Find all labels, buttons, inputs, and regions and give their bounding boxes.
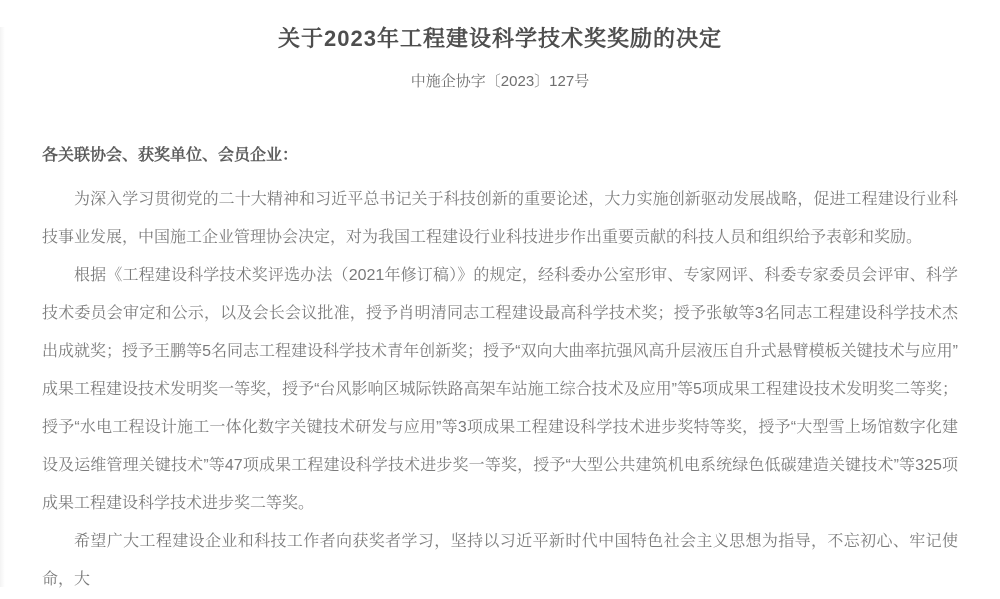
document-number: 中施企协字〔2023〕127号: [410, 73, 590, 90]
document-page: [0, 27, 1000, 599]
salutation: 各关联协会、获奖单位、会员企业：: [42, 147, 299, 164]
body-paragraph-3: 希望广大工程建设企业和科技工作者向获奖者学习，坚持以习近平新时代中国特色社会主义思想为指导，不忘初心、牢记使命，大: [42, 533, 958, 588]
document-title: 关于2023年工程建设科学技术奖奖励的决定: [278, 26, 722, 51]
body-paragraph-1: 为深入学习贯彻党的二十大精神和习近平总书记关于科技创新的重要论述，大力实施创新驱动发展战略，促进工程建设行业科技事业发展，中国施工企业管理协会决定，对为我国工程建设行业科技进步作出重要贡献的科技人员和组织给予表彰和奖励。: [42, 191, 958, 246]
document-body: [42, 137, 958, 599]
body-paragraph-2: 根据《工程建设科学技术奖评选办法（2021年修订稿）》的规定，经科委办公室形审、专家网评、科委专家委员会评审、科学技术委员会审定和公示，以及会长会议批准，授予肖明清同志工程建设最高科学技术奖；授予张敏等3名同志工程建设科学技术杰出成就奖；授予王鹏等5名同志工程建设科学技术青年创新奖；授予“双向大曲率抗强风高升层液压自升式悬臂模板关键技术与应用”成果工程建设技术发明奖一等奖，授予“台风影响区城际铁路高架车站施工综合技术及应用”等5项成果工程建设技术发明奖二等奖；授予“水电工程设计施工一体化数字关键技术研发与应用”等3项成果工程建设科学技术进步奖特等奖，授予“大型雪上场馆数字化建设及运维管理关键技术”等47项成果工程建设科学技术进步奖一等奖，授予“大型公共建筑机电系统绿色低碳建造关键技术”等325项成果工程建设科学技术进步奖二等奖。: [42, 267, 958, 512]
